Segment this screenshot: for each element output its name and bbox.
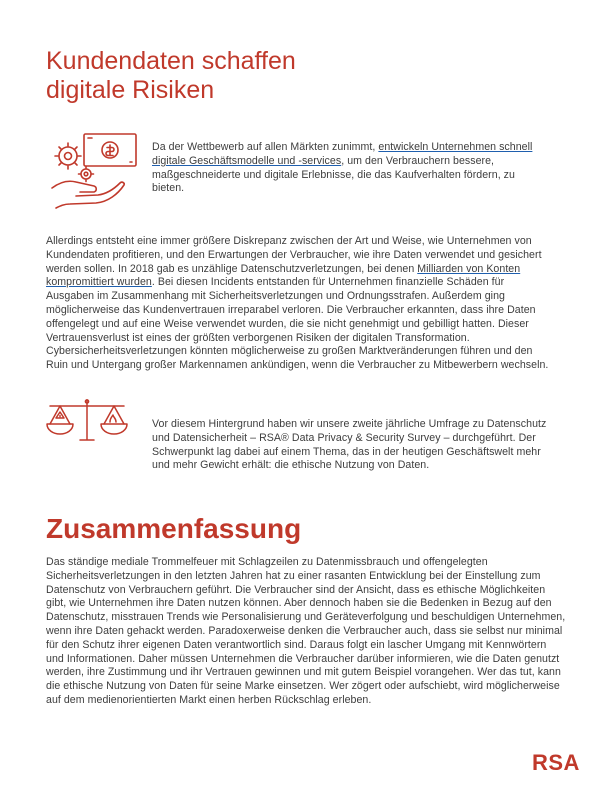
survey-paragraph: Vor diesem Hintergrund haben wir unsere zweite jährliche Umfrage zu Datenschutz und Datensicherheit – RSA® Data Privacy & Security Survey – durchgeführt. Der Schwerpunkt lag dabei auf einem Thema, das in der heutigen Geschäftswelt mehr und mehr Gewicht erhält: die ethische Nutzung von Daten. xyxy=(152,418,547,472)
summary-heading: Zusammenfassung xyxy=(46,513,302,544)
risk-text-end: . Bei diesen Incidents entstanden für Unternehmen finanzielle Schäden für Ausgaben im Zusammenhang mit Sicherheitsverletzungen und Ordnungsstrafen. Außerdem ging möglicherweise das Kundenvertrauen irreparabel verloren. Die Verbraucher erkannten, dass ihre Daten offengelegt und auf eine Weise verwendet wurden, die sie nicht genehmigt und gebilligt hatten. Dieser Vertrauensverlust ist eines der größten verborgenen Risiken der digitalen Transformation. Cybersicherheitsverletzungen könnten möglicherweise zu großen Marktveränderungen führen und den Ruin und Untergang großer Markennamen ankündigen, wenn die Verbraucher zu Mitbewerbern wechseln. xyxy=(46,276,549,372)
digital-business-models-link[interactable]: entwickeln Unternehmen schnell digitale Geschäftsmodelle und -services xyxy=(152,141,533,167)
intro-text-end: , um den Verbrauchern bessere, maßgeschneiderte und digitale Erlebnisse, die das Kaufverhalten fördern, zu bieten. xyxy=(152,154,515,195)
rsa-logo-text: RSA xyxy=(532,750,580,775)
summary-paragraph: Das ständige mediale Trommelfeuer mit Schlagzeilen zu Datenmissbrauch und offengelegten Sicherheitsverletzungen in den letzten Jahren hat zu einer rasanten Entwicklung bei der Einstellung zum Datenschutz von Verbrauchern geführt. Die Verbraucher sind der Ansicht, dass es ethische Möglichkeiten gibt, wie Unternehmen ihre Daten nutzen können. Aber dennoch haben sie die Bedenken in Bezug auf den Datenschutz, misstrauen Trends wie Personalisierung und Geräteverfolgung und beschuldigen Unternehmen, wenn ihre Daten gehackt werden. Paradoxerweise denken die Verbraucher auch, dass sie selbst nur minimal für den Schutz ihrer eigenen Daten verantwortlich sind. Daraus folgt ein lascher Umgang mit Kennwörtern und Informationen. Daher müssen Unternehmen die Verbraucher darüber informieren, wie die Daten genutzt werden, ihre Zustimmung und ihr Vertrauen gewinnen und mit gutem Beispiel vorangehen. Wer das tut, kann die ethische Nutzung von Daten für seine Marke einsetzen. Wer zögert oder aufschiebt, wird möglicherweise auf dem medienorientierten Markt einen herben Rückschlag erleben. xyxy=(46,556,566,706)
risk-paragraph xyxy=(46,235,554,373)
page-title-line-1: Kundendaten schaffen xyxy=(46,47,296,75)
page-title-line-2: digitale Risiken xyxy=(46,76,215,104)
rsa-logo xyxy=(532,750,592,776)
scales-icon xyxy=(44,398,130,442)
intro-paragraph xyxy=(152,141,544,196)
risk-text-start: Allerdings entsteht eine immer größere Diskrepanz zwischen der Art und Weise, wie Unternehmen von Kundendaten profitieren, und den Erwartungen der Verbraucher, wie ihre Daten verwendet und gesichert werden sollen. In 2018 gab es unzählige Datenschutzverletzungen, bei denen xyxy=(46,235,542,275)
billions-accounts-link[interactable]: Milliarden von Konten kompromittiert wurden xyxy=(46,262,521,289)
intro-text-start: Da der Wettbewerb auf allen Märkten zunimmt, xyxy=(152,141,379,153)
page-title xyxy=(46,47,466,105)
money-hand-icon xyxy=(46,130,142,210)
